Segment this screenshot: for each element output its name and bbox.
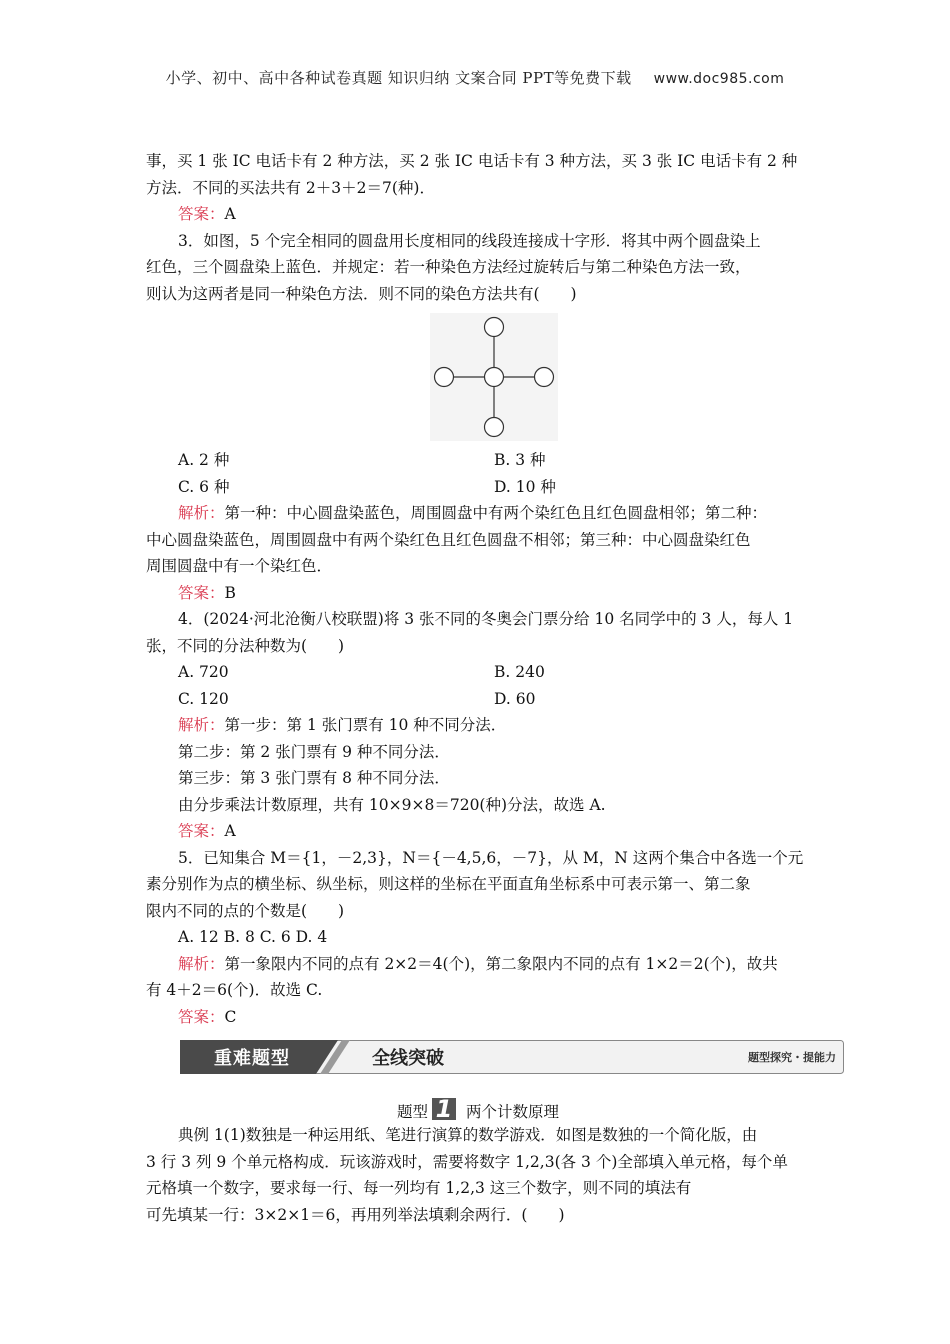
q2-line-1: 事，买 1 张 IC 电话卡有 2 种方法，买 2 张 IC 电话卡有 3 种方法，买 3 张 IC 电话卡有 2 种 [146,152,798,170]
q5-options: A. 12 B. 8 C. 6 D. 4 [178,928,328,946]
q5-analysis-line-1 [146,951,810,978]
answer-value: A [224,822,236,840]
q4-options-row-1 [146,659,810,686]
example-line-3: 元格填一个数字，要求每一行、每一列均有 1,2,3 这三个数字，则不同的填法有 [146,1179,692,1197]
q5-line-2: 素分别作为点的横坐标、纵坐标，则这样的坐标在平面直角坐标系中可表示第一、第二象 [146,875,751,893]
page-content [146,148,836,1228]
q3-option-b: B. 3 种 [494,451,546,469]
q4-answer [146,818,810,845]
analysis-label: 解析： [178,716,225,734]
q2-answer [146,201,810,228]
analysis-label: 解析： [178,954,225,973]
q5-answer [146,1004,810,1031]
q4-analysis-line-3: 第三步：第 3 张门票有 8 种不同分法． [178,769,450,787]
type-number-badge [430,1092,460,1122]
header-site: www.doc985.com [653,71,785,87]
q3-option-c: C. 6 种 [178,477,230,496]
header-text: 小学、初中、高中各种试卷真题 知识归纳 文案合同 PPT等免费下载 [165,69,632,87]
type-title-text: 两个计数原理 [466,1103,560,1121]
disk-top [485,318,504,337]
disk-bottom [485,418,504,437]
example-line-1: 典例 1(1)数独是一种运用纸、笔进行演算的数学游戏．如图是数独的一个简化版，由 [178,1126,758,1144]
example-line-2: 3 行 3 列 9 个单元格构成．玩该游戏时，需要将数字 1,2,3(各 3 个)全部填入单元格，每个单 [146,1152,788,1171]
banner-light-text: 全线突破 [372,1048,444,1069]
q4-analysis-line-1 [146,712,810,739]
example-line-4: 可先填某一行：3×2×1＝6，再用列举法填剩余两行．( ) [146,1205,565,1224]
answer-label: 答案： [178,822,225,840]
q3-option-d: D. 10 种 [494,477,556,496]
q3-line-1: 3．如图，5 个完全相同的圆盘用长度相同的线段连接成十字形．将其中两个圆盘染上 [178,231,761,250]
analysis-text: 第一象限内不同的点有 2×2＝4(个)，第二象限内不同的点有 1×2＝2(个)，故共 [224,954,778,973]
analysis-label: 解析： [178,504,225,522]
banner-dark-text: 重难题型 [214,1048,290,1069]
type-prefix: 题型 [396,1103,428,1121]
q2-line-2: 方法．不同的买法共有 2＋3＋2＝7(种)． [146,178,435,197]
section-banner [180,1040,844,1074]
q3-option-a: A. 2 种 [178,451,230,469]
q4-option-a: A. 720 [178,663,229,681]
cross-disk-diagram [430,313,558,441]
q3-answer [146,580,810,607]
answer-label: 答案： [178,205,225,223]
q4-analysis-line-4: 由分步乘法计数原理，共有 10×9×8＝720(种)分法，故选 A. [178,795,606,814]
q4-line-2: 张，不同的分法种数为( ) [146,636,345,655]
q3-analysis-line-2: 中心圆盘染蓝色，周围圆盘中有两个染红色且红色圆盘不相邻；第三种：中心圆盘染红色 [146,530,751,549]
answer-value: C [224,1007,237,1026]
q5-line-1: 5．已知集合 M＝{1，－2,3}，N＝{－4,5,6，－7}，从 M，N 这两个集合中各选一个元 [178,848,804,867]
q4-analysis-line-2: 第二步：第 2 张门票有 9 种不同分法． [178,742,450,761]
answer-value: A [224,205,236,223]
q4-option-c: C. 120 [178,689,229,708]
answer-label: 答案： [178,1007,225,1026]
page-header [0,67,950,88]
q4-line-1: 4．(2024·河北沧衡八校联盟)将 3 张不同的冬奥会门票分给 10 名同学中的 3 人，每人 1 [178,610,794,628]
q3-line-2: 红色，三个圆盘染上蓝色．并规定：若一种染色方法经过旋转后与第二种染色方法一致， [146,258,751,276]
answer-value: B [224,583,236,602]
type-number-icon [430,1092,460,1122]
q4-options-row-2 [146,686,810,713]
analysis-text: 第一步：第 1 张门票有 10 种不同分法． [224,716,507,734]
q4-option-b: B. 240 [494,663,545,681]
q3-analysis-line-3: 周围圆盘中有一个染红色． [146,557,333,575]
analysis-text: 第一种：中心圆盘染蓝色，周围圆盘中有两个染红色且红色圆盘相邻；第二种： [224,504,768,522]
q3-options-row-1 [146,447,810,474]
disk-right [535,368,554,387]
answer-label: 答案： [178,583,225,602]
q3-options-row-2 [146,474,810,501]
disk-center [485,368,504,387]
cross-disk-figure [430,313,558,441]
type-title [146,1082,810,1122]
q3-line-3: 则认为这两者是同一种染色方法．则不同的染色方法共有( ) [146,284,577,303]
banner-tag: 题型探究・提能力 [748,1051,836,1064]
q5-line-3: 限内不同的点的个数是( ) [146,901,345,920]
q3-analysis-line-1 [146,500,810,527]
badge-number: 1 [435,1095,453,1122]
q5-analysis-line-2: 有 4＋2＝6(个)．故选 C. [146,981,323,999]
disk-left [435,368,454,387]
q4-option-d: D. 60 [494,689,536,708]
